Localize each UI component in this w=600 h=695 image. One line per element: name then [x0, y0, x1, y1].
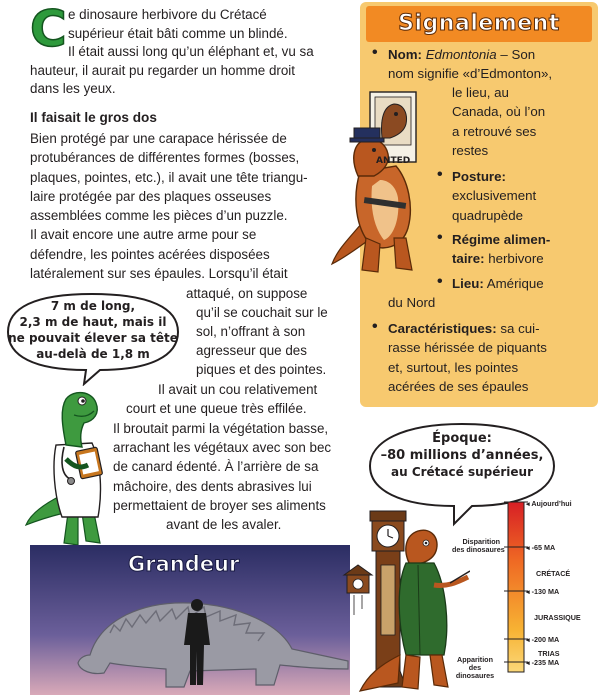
regime-label-2: taire:: [452, 251, 485, 267]
size-bubble-text: [8, 298, 178, 362]
regime-label-1: Régime alimen-: [452, 232, 551, 247]
timeline-tick-235: ◂ -235 MA: [526, 658, 560, 667]
bullet-icon: •: [372, 44, 378, 61]
intro-line: e dinosaure herbivore du Crétacé: [68, 7, 267, 22]
timeline-label-appearance: Apparition des dinosaures: [455, 655, 495, 680]
bullet-icon: •: [437, 229, 443, 246]
body-line: Il avait un cou relativement: [158, 382, 318, 397]
sig-carac: [388, 319, 547, 397]
nom-suffix: – Son: [500, 47, 536, 62]
size-line: ne pouvait élever sa tête: [8, 331, 178, 345]
timeline-period-jurassique: JURASSIQUE: [534, 613, 581, 622]
timeline-label-extinction: Disparition des dinosaures: [452, 537, 505, 554]
sig-lieu-line1: [452, 274, 544, 293]
intro-line: dans les yeux.: [30, 81, 116, 97]
nom-line: le lieu, au: [452, 85, 509, 100]
nom-line: restes: [452, 143, 489, 159]
carac-line: acérées de ses épaules: [388, 379, 529, 395]
carac-line: rasse hérissée de piquants: [388, 340, 547, 356]
sig-nom-rest: [452, 83, 545, 161]
timeline-period-cretace: CRÉTACÉ: [536, 569, 571, 578]
sig-nom-line2: [388, 64, 552, 83]
sig-nom-line1: [388, 45, 535, 64]
intro-line: supérieur était bâti comme un blindé.: [68, 25, 288, 41]
nom-label: Nom:: [388, 47, 422, 62]
size-line: 7 m de long,: [50, 299, 136, 313]
posture-line: quadrupède: [452, 207, 523, 223]
sig-regime: [452, 230, 550, 269]
carac-line: sa cui-: [500, 321, 540, 336]
lieu-label: Lieu:: [452, 276, 484, 291]
bullet-icon: •: [437, 166, 443, 183]
body-line: plaques, pointes, etc.), il avait une tête triangu-: [30, 169, 308, 185]
body-line: laire protégée par des plaques osseuses: [30, 188, 272, 204]
epoque-line: –80 millions d’années,: [380, 448, 544, 463]
grandeur-title: Grandeur: [128, 552, 240, 576]
body-line: attaqué, on suppose: [186, 286, 308, 301]
body-line: protubérances de différentes formes (bosses,: [30, 150, 300, 166]
signalement-title: Signalement: [398, 11, 560, 36]
sig-posture: [452, 167, 536, 225]
body-line: permettaient de broyer ses aliments: [113, 498, 326, 513]
section-paragraph-top: [30, 129, 308, 283]
nom-line: a retrouvé ses: [452, 123, 537, 139]
size-line: 2,3 m de haut, mais il: [19, 315, 167, 329]
brown-dinosaur-illustration: [330, 88, 435, 280]
body-line: piques et des pointes.: [196, 362, 327, 377]
posture-label: Posture:: [452, 169, 506, 184]
carac-label: Caractéristiques:: [388, 321, 497, 336]
nom-line: Canada, où l’on: [452, 104, 546, 120]
body-line: assemblées comme les pièces d’un puzzle.: [30, 208, 288, 224]
epoque-line: Époque:: [432, 431, 492, 446]
drop-cap-letter: C: [30, 0, 67, 58]
body-line: Il broutait parmi la végétation basse,: [113, 421, 329, 436]
body-line: latéralement sur ses épaules. Lorsqu’il était: [30, 266, 288, 282]
intro-line: Il était aussi long qu’un éléphant et, vu sa: [68, 44, 314, 60]
timeline-tick-200: ◂ -200 MA: [526, 635, 560, 644]
timeline-tick-130: ◂ -130 MA: [526, 587, 560, 596]
size-line: au-delà de 1,8 m: [36, 347, 150, 361]
body-line: avant de les avaler.: [166, 517, 282, 532]
body-line: de canard édenté. À l’arrière de sa: [113, 459, 319, 474]
wanted-poster-text: ANTED: [376, 156, 411, 166]
body-line: mâchoire, des dents abrasives lui: [113, 479, 312, 494]
nom-name: Edmontonia: [425, 47, 497, 62]
regime-value: herbivore: [488, 251, 544, 267]
bullet-icon: •: [437, 273, 443, 290]
timeline-tick-65: ◂ -65 MA: [526, 543, 556, 552]
timeline-period-trias: TRIAS: [538, 649, 560, 658]
posture-line: exclusivement: [452, 188, 537, 204]
intro-line: hauteur, il aurait pu regarder un homme droit: [30, 62, 295, 78]
body-line: sol, n’offrant à son: [196, 324, 306, 339]
body-line: Il avait encore une autre arme pour se: [30, 227, 257, 243]
lieu-value-1: Amérique: [486, 276, 544, 291]
epoque-line: au Crétacé supérieur: [391, 465, 533, 479]
epoque-bubble-text: [370, 430, 554, 481]
body-line: arrachant les végétaux avec son bec: [113, 440, 332, 455]
doctor-dinosaur-illustration: [22, 385, 112, 550]
lieu-value-2: du Nord: [388, 295, 436, 310]
nom-line: nom signifie «d’Edmonton»,: [388, 66, 553, 81]
sig-lieu-line2: [388, 293, 435, 312]
body-line: qu’il se couchait sur le: [196, 305, 328, 320]
carac-line: et, surtout, les pointes: [388, 359, 519, 375]
body-line: Bien protégé par une carapace hérissée de: [30, 131, 287, 146]
section-heading: Il faisait le gros dos: [30, 110, 157, 125]
intro-paragraph: [30, 0, 350, 99]
bullet-icon: •: [372, 318, 378, 335]
timeline-label-today: ◂ Aujourd’hui: [526, 499, 572, 508]
body-line: court et une queue très effilée.: [126, 401, 307, 416]
body-line: agresseur que des: [196, 343, 307, 358]
body-line: défendre, les pointes acérées disposées: [30, 246, 270, 262]
